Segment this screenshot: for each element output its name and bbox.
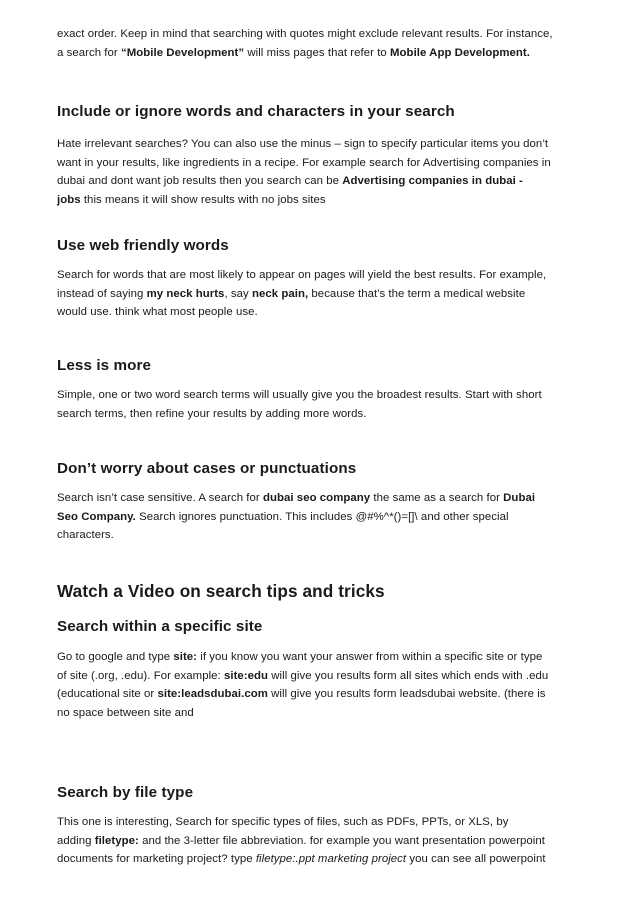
- section-heading: Use web friendly words: [57, 237, 229, 254]
- section-site-search: [57, 617, 583, 637]
- section-web-friendly: [57, 236, 583, 256]
- emphasis-phrase: Mobile App Development.: [390, 46, 530, 59]
- section-title: Watch a Video on search tips and tricks: [57, 581, 385, 601]
- section-heading: Search within a specific site: [57, 618, 263, 635]
- section-file-type: [57, 783, 583, 803]
- section-heading: Search by file type: [57, 784, 194, 801]
- section-heading: Include or ignore words and characters in your search: [57, 103, 455, 120]
- intro-paragraph: [57, 25, 583, 62]
- site-paragraph: Go to google and type site: if you know you want your answer from within a specific site or type of site (.org, .edu). For example: site:edu will give you results form all sites which ends with .edu (educational site or site:leadsdubai.com will give you results form leadsdubai website. (there is no space between site and: [57, 651, 549, 720]
- section-heading: Less is more: [57, 357, 152, 374]
- include-paragraph: Hate irrelevant searches? You can also use the minus – sign to specify particular items you don’t want in your results, like ingredients in a recipe. For example search for Advertising companies in dubai and dont want job results then you search can be Advertising companies in dubai - jobs this means it will show results with no jobs sites: [57, 138, 551, 207]
- intro-line: exact order. Keep in mind that searching with quotes might exclude relevant results. For instance,: [57, 28, 553, 40]
- section-heading: Don’t worry about cases or punctuations: [57, 460, 357, 477]
- section-cases: [57, 459, 583, 479]
- less-paragraph: Simple, one or two word search terms will usually give you the broadest results. Start with short search terms, then refine your results by adding more words.: [57, 389, 542, 420]
- friendly-paragraph: Search for words that are most likely to appear on pages will yield the best results. For example, instead of saying my neck hurts, say neck pain, because that's the term a medical website would use. think what most people use.: [57, 269, 547, 319]
- filetype-paragraph: This one is interesting, Search for specific types of files, such as PDFs, PPTs, or XLS, by adding filetype: and the 3-letter file abbreviation. for example you want presentation powerpoint documents for marketing project? type filetype:.ppt marketing project you can see all powerpoint: [57, 816, 546, 866]
- cases-paragraph: Search isn’t case sensitive. A search for dubai seo company the same as a search for Dubai Seo Company. Search ignores punctuation. This includes @#%^*()=[]\ and other special characters.: [57, 492, 536, 542]
- section-include-ignore: [57, 102, 583, 122]
- section-less-is-more: [57, 356, 583, 376]
- section-video: [57, 580, 583, 602]
- quoted-phrase: “Mobile Development”: [120, 46, 245, 59]
- intro-line: a search for “Mobile Development” will miss pages that refer to Mobile App Development.: [57, 46, 530, 59]
